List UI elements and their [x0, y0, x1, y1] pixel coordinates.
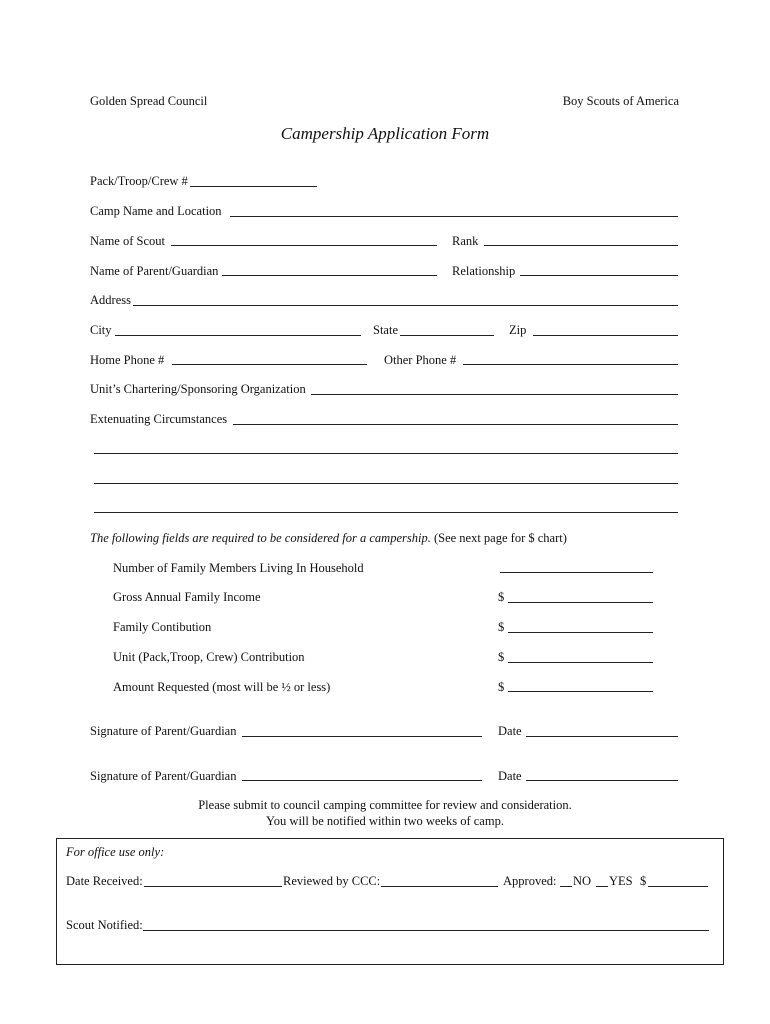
signature-1-field[interactable]	[242, 736, 482, 737]
rank-field[interactable]	[484, 245, 678, 246]
approved-no-label: NO	[573, 874, 592, 888]
relationship-field[interactable]	[520, 275, 678, 276]
family-members-field[interactable]	[500, 572, 653, 573]
circumstances-field[interactable]	[233, 424, 678, 425]
approved-label: Approved:	[503, 874, 557, 888]
pack-troop-crew-label: Pack/Troop/Crew #	[90, 174, 188, 188]
approved-no-field[interactable]	[560, 886, 572, 887]
approved-yes-field[interactable]	[596, 886, 608, 887]
required-note	[90, 531, 567, 545]
submit-instructions-1: Please submit to council camping committee for review and consideration.	[198, 798, 572, 812]
state-label: State	[373, 323, 398, 337]
reviewed-by-field[interactable]	[381, 886, 498, 887]
signature-2-date-label: Date	[498, 769, 522, 783]
signature-2-label: Signature of Parent/Guardian	[90, 769, 237, 783]
rank-label: Rank	[452, 234, 479, 248]
date-received-field[interactable]	[144, 886, 282, 887]
parent-name-label: Name of Parent/Guardian	[90, 264, 219, 278]
state-field[interactable]	[400, 335, 494, 336]
unit-contribution-dollar: $	[498, 650, 505, 664]
sponsoring-org-field[interactable]	[311, 394, 678, 395]
scout-notified-field[interactable]	[143, 930, 709, 931]
amount-requested-dollar: $	[498, 680, 505, 694]
other-phone-label: Other Phone #	[384, 353, 457, 367]
city-label: City	[90, 323, 112, 337]
camp-name-field[interactable]	[230, 216, 678, 217]
required-note-italic: The following fields are required to be considered for a campership.	[90, 531, 431, 545]
signature-1-label: Signature of Parent/Guardian	[90, 724, 237, 738]
approved-amount-field[interactable]	[648, 886, 708, 887]
approved-yes-label: YES	[609, 874, 633, 888]
gross-income-dollar: $	[498, 590, 505, 604]
family-contribution-dollar: $	[498, 620, 505, 634]
family-contribution-label: Family Contibution	[113, 620, 212, 634]
pack-troop-crew-field[interactable]	[190, 186, 317, 187]
organization-name: Boy Scouts of America	[562, 94, 679, 108]
parent-name-field[interactable]	[222, 275, 437, 276]
camp-name-label: Camp Name and Location	[90, 204, 222, 218]
unit-contribution-field[interactable]	[508, 662, 653, 663]
required-note-plain: (See next page for $ chart)	[433, 531, 567, 545]
address-field[interactable]	[133, 305, 678, 306]
sponsoring-org-label: Unit’s Chartering/Sponsoring Organization	[90, 382, 306, 396]
council-name: Golden Spread Council	[90, 94, 208, 108]
address-label: Address	[90, 293, 131, 307]
office-use-heading: For office use only:	[66, 845, 165, 859]
circumstances-line-4[interactable]	[94, 512, 678, 513]
home-phone-field[interactable]	[172, 364, 367, 365]
gross-income-field[interactable]	[508, 602, 653, 603]
unit-contribution-label: Unit (Pack,Troop, Crew) Contribution	[113, 650, 305, 664]
signature-2-field[interactable]	[242, 780, 482, 781]
circumstances-line-2[interactable]	[94, 453, 678, 454]
gross-income-label: Gross Annual Family Income	[113, 590, 261, 604]
relationship-label: Relationship	[452, 264, 516, 278]
amount-requested-field[interactable]	[508, 691, 653, 692]
city-field[interactable]	[115, 335, 361, 336]
date-received-label: Date Received:	[66, 874, 143, 888]
signature-1-date-label: Date	[498, 724, 522, 738]
zip-label: Zip	[509, 323, 527, 337]
amount-requested-label: Amount Requested (most will be ½ or less)	[113, 680, 331, 694]
home-phone-label: Home Phone #	[90, 353, 165, 367]
page-title: Campership Application Form	[280, 124, 490, 143]
circumstances-label: Extenuating Circumstances	[90, 412, 228, 426]
family-members-label: Number of Family Members Living In Household	[113, 561, 364, 575]
signature-2-date-field[interactable]	[526, 780, 678, 781]
approved-amount-dollar: $	[640, 874, 647, 888]
scout-notified-label: Scout Notified:	[66, 918, 143, 932]
other-phone-field[interactable]	[463, 364, 678, 365]
reviewed-by-label: Reviewed by CCC:	[283, 874, 381, 888]
zip-field[interactable]	[533, 335, 678, 336]
family-contribution-field[interactable]	[508, 632, 653, 633]
scout-name-field[interactable]	[171, 245, 437, 246]
submit-instructions-2: You will be notified within two weeks of camp.	[266, 814, 504, 828]
scout-name-label: Name of Scout	[90, 234, 165, 248]
signature-1-date-field[interactable]	[526, 736, 678, 737]
circumstances-line-3[interactable]	[94, 483, 678, 484]
